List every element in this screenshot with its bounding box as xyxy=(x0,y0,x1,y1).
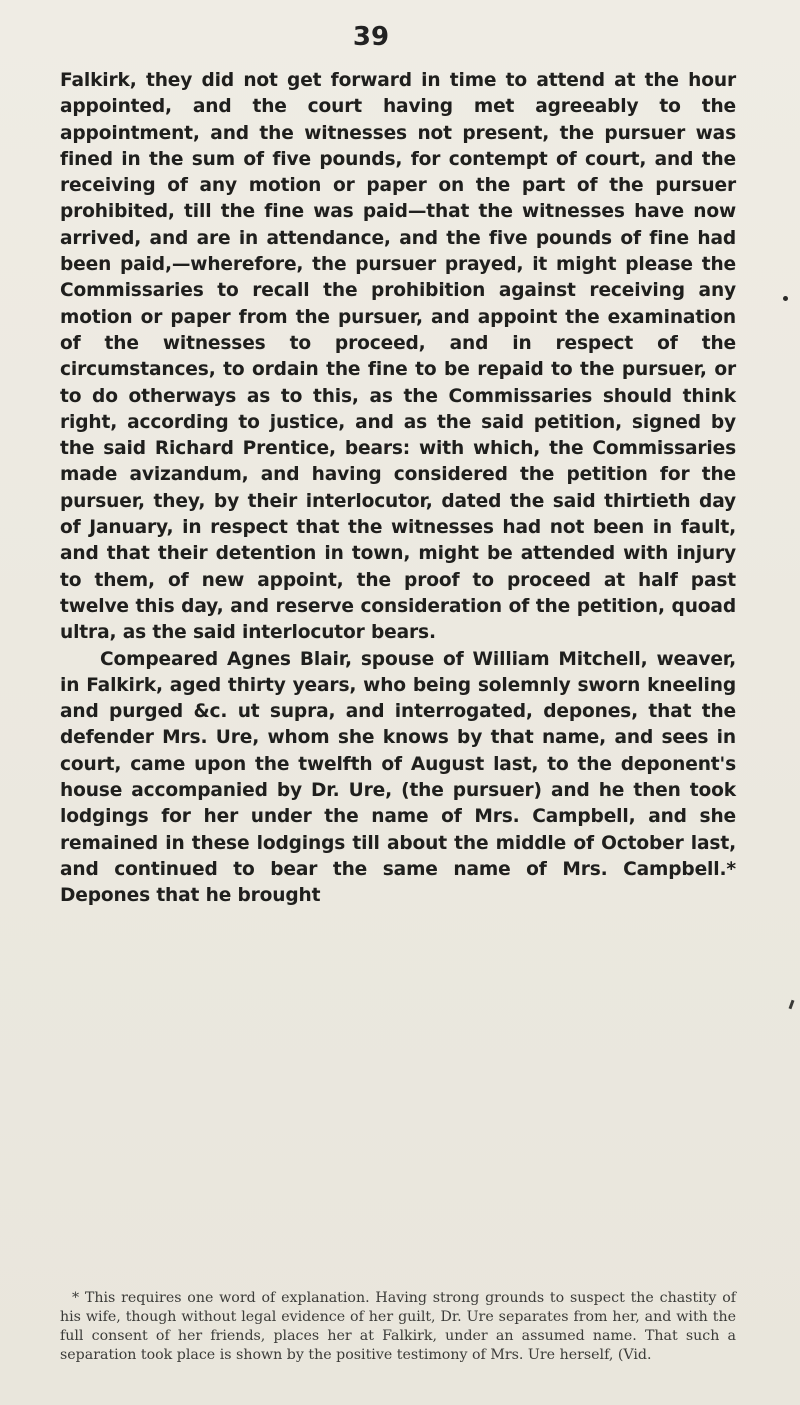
paragraph-deposition: Compeared Agnes Blair, spouse of William Mitchell, weaver, in Falkirk, aged thirty years, who being solemnly sworn kneeling and purged &c. ut supra, and interrogated, depones, that the defender Mrs. Ure, whom she knows by that name, and sees in court, came upon the twelfth of August last, to the deponent's house accompanied by Dr. Ure, (the pursuer) and he then took lodgings for her under the name of Mrs. Campbell, and she remained in these lodgings till about the middle of October last, and continued to bear the same name of Mrs. Campbell.* Depones that he brought xyxy=(60,648,736,907)
margin-speck xyxy=(789,1000,795,1009)
main-text xyxy=(60,68,736,910)
paragraph-continued: Falkirk, they did not get forward in time to attend at the hour appointed, and the court having met agreeably to the appointment, and the witnesses not present, the pursuer was fined in the sum of five pounds, for contempt of court, and the receiving of any motion or paper on the part of the pursuer prohibited, till the fine was paid—that the witnesses have now arrived, and are in attendance, and the five pounds of fine had been paid,—wherefore, the pursuer prayed, it might please the Commissaries to recall the prohibition against receiving any motion or paper from the pursuer, and appoint the examination of the witnesses to proceed, and in respect of the circumstances, to ordain the fine to be repaid to the pursuer, or to do otherways as to this, as the Commissaries should think right, according to justice, and as the said petition, signed by the said Richard Prentice, bears: with which, the Commissaries made avizandum, and having considered the petition for the pursuer, they, by their interlocutor, dated the said thirtieth day of January, in respect that the witnesses had not been in fault, and that their detention in town, might be attended with injury to them, of new appoint, the proof to proceed at half past twelve this day, and reserve consideration of the petition, quoad ultra, as the said interlocutor bears. xyxy=(60,70,736,644)
footnote-text: * This requires one word of explanation. Having strong grounds to suspect the chastity of his wife, though without legal evidence of her guilt, Dr. Ure separates from her, and with the full consent of her friends, places her at Falkirk, under an assumed name. That such a separation took place is shown by the positive testimony of Mrs. Ure herself, (Vid. xyxy=(60,1290,736,1363)
page-number: 39 xyxy=(352,22,390,52)
margin-mark xyxy=(783,296,788,301)
footnote xyxy=(60,1289,736,1365)
